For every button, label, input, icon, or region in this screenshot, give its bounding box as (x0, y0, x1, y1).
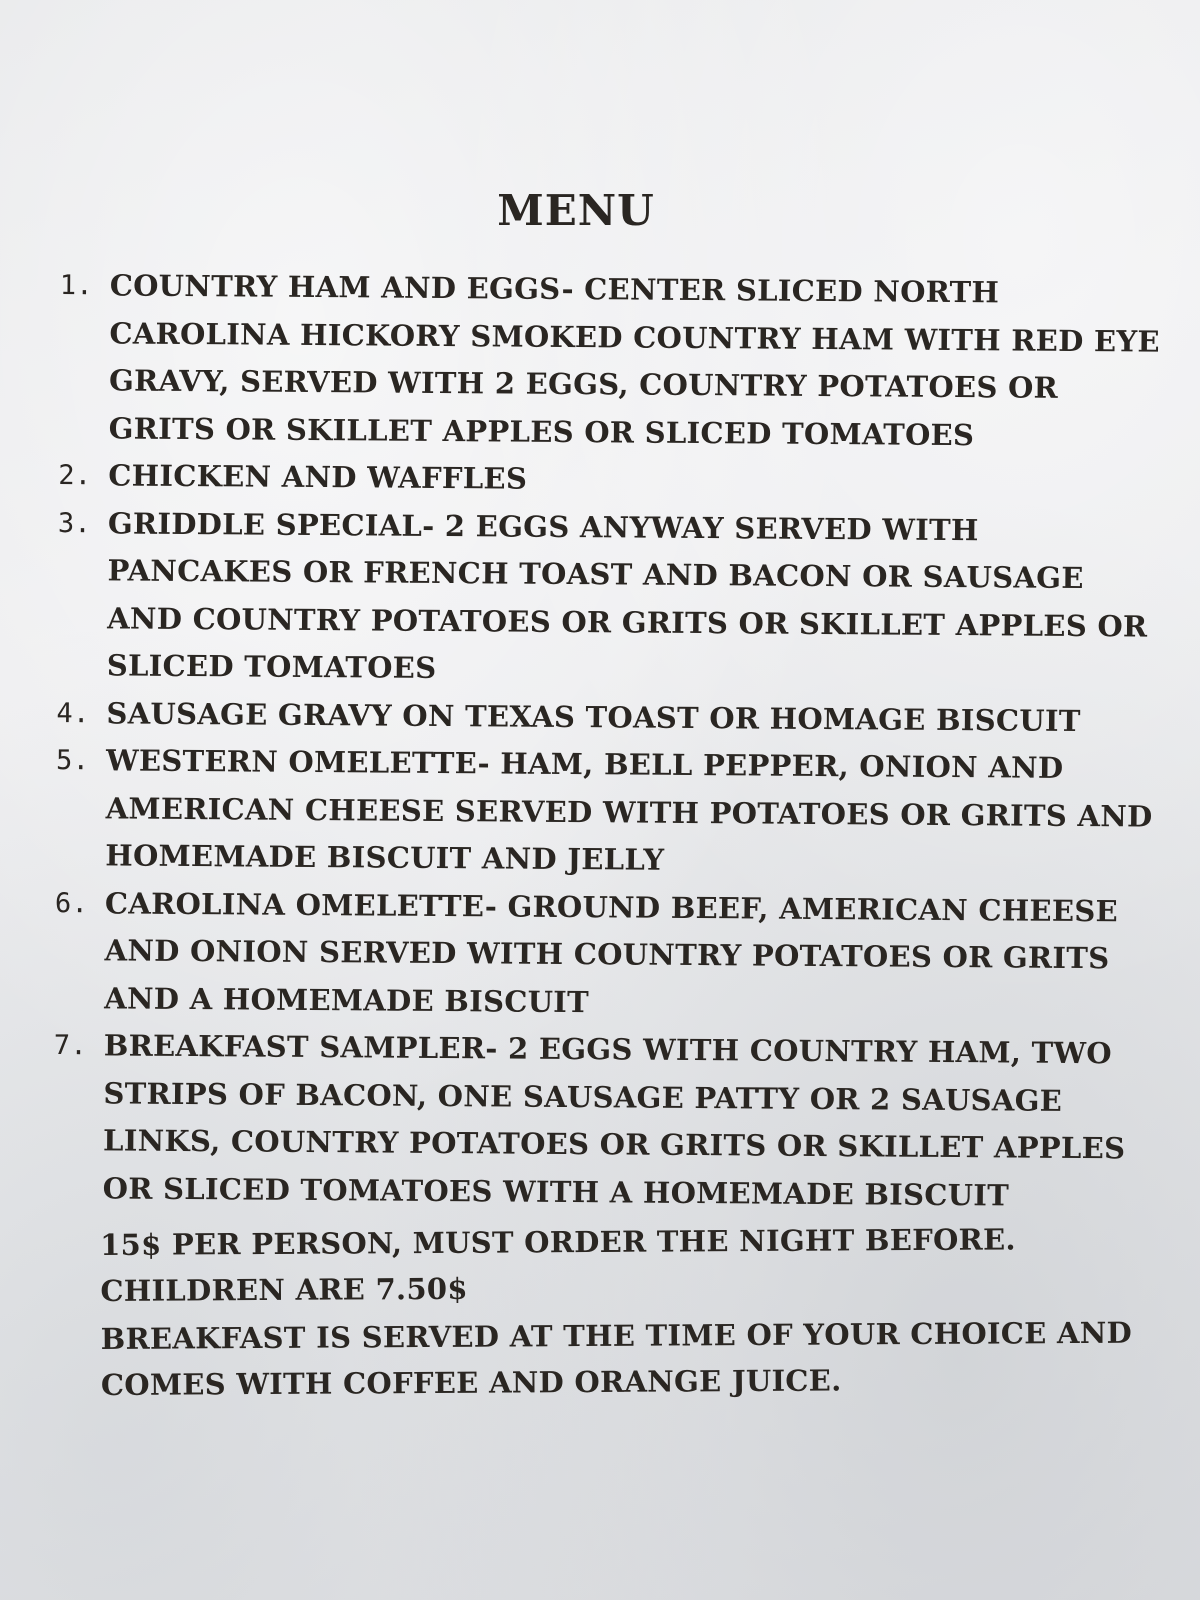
item-text: SAUSAGE GRAVY ON TEXAS TOAST OR HOMAGE BISCUIT (106, 695, 1081, 738)
price-line: 15$ PER PERSON, MUST ORDER THE NIGHT BEFORE. (100, 1222, 1016, 1262)
item-number: 7. (53, 1029, 88, 1062)
item-number: 5. (55, 744, 90, 777)
menu-item-2 (58, 452, 1168, 508)
menu-title: MENU (497, 186, 655, 235)
menu-item-7 (53, 1022, 1164, 1221)
menu-item-4 (56, 689, 1166, 745)
menu-footer (100, 1216, 1161, 1408)
menu-item-6 (54, 879, 1165, 1030)
item-number: 3. (57, 507, 92, 539)
item-text: GRIDDLE SPECIAL- 2 EGGS ANYWAY SERVED WITH PANCAKES OR FRENCH TOAST AND BACON OR SAUSAGE AND COUNTRY POTATOES OR GRITS OR SKILLET APPLES OR SLICED TOMATOES (106, 505, 1148, 685)
item-text: BREAKFAST SAMPLER- 2 EGGS WITH COUNTRY HAM, TWO STRIPS OF BACON, ONE SAUSAGE PATTY OR 2 SAUSAGE LINKS, COUNTRY POTATOES OR GRITS OR SKILLET APPLES OR SLICED TOMATOES WITH A HOMEMADE BISCUIT (102, 1028, 1126, 1212)
item-number: 1. (59, 269, 94, 302)
menu-item-3 (57, 499, 1168, 698)
children-price-line: CHILDREN ARE 7.50$ (100, 1271, 468, 1308)
item-text: CAROLINA OMELETTE- GROUND BEEF, AMERICAN CHEESE AND ONION SERVED WITH COUNTRY POTATOES OR GRITS AND A HOMEMADE BISCUIT (104, 885, 1119, 1019)
item-number: 6. (54, 887, 89, 919)
menu-item-5 (55, 737, 1166, 888)
item-text: CHICKEN AND WAFFLES (108, 458, 528, 496)
menu-list (53, 262, 1170, 1221)
item-text: COUNTRY HAM AND EGGS- CENTER SLICED NORTH CAROLINA HICKORY SMOKED COUNTRY HAM WITH RED EYE GRAVY, SERVED WITH 2 EGGS, COUNTRY POTATOES OR GRITS OR SKILLET APPLES OR SLICED TOMATOES (108, 268, 1160, 452)
service-note: BREAKFAST IS SERVED AT THE TIME OF YOUR CHOICE AND COMES WITH COFFEE AND ORANGE JUICE. (100, 1315, 1133, 1402)
item-number: 4. (56, 697, 90, 729)
menu-item-1 (59, 262, 1170, 461)
item-number: 2. (58, 459, 92, 492)
item-text: WESTERN OMELETTE- HAM, BELL PEPPER, ONION AND AMERICAN CHEESE SERVED WITH POTATOES OR GRITS AND HOMEMADE BISCUIT AND JELLY (105, 743, 1153, 877)
